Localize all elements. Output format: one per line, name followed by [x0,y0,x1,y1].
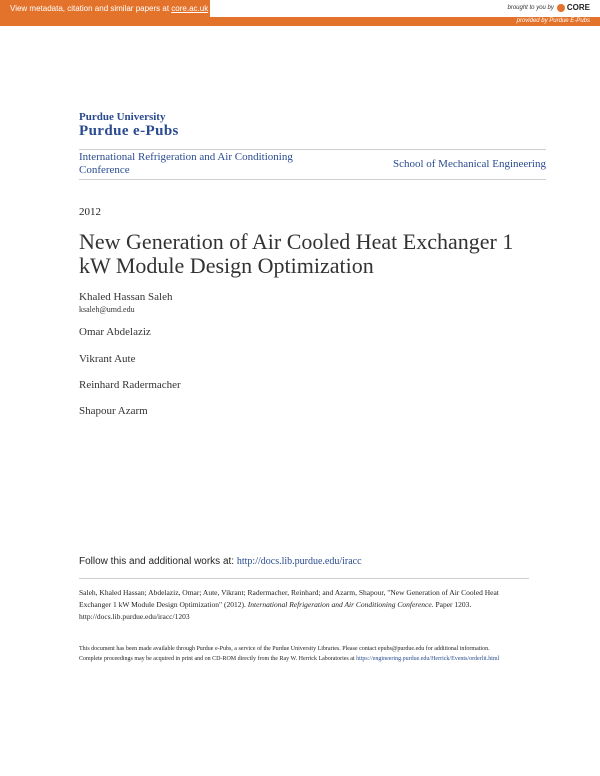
follow-line [79,556,362,567]
citation-url[interactable]: http://docs.lib.purdue.edu/iracc/1203 [79,612,190,621]
core-view-metadata[interactable] [0,0,210,17]
author-email: ksaleh@umd.edu [79,305,135,314]
core-view-text: View metadata, citation and similar papers at [10,4,172,13]
citation-authors: Saleh, Khaled Hassan; Abdelaziz, Omar; Aute, Vikrant; Radermacher, Reinhard; and Azarm, Shapour, "New Generation of Air Cooled Heat Exchanger 1 kW Module Design Optimization" (2012). [79,588,499,609]
author-name[interactable]: Khaled Hassan Saleh [79,291,173,303]
core-banner [0,0,600,17]
provided-by-strip [0,17,600,26]
school-link[interactable]: School of Mechanical Engineering [392,158,546,170]
conference-series-link[interactable]: International Refrigeration and Air Conditioning Conference [79,151,293,176]
divider-citation [79,578,529,579]
notice-line-2 [79,655,529,665]
core-brought-by[interactable] [508,3,591,12]
divider-bottom [79,179,546,180]
repository-header [79,111,179,140]
core-logo-icon [557,4,565,12]
herrick-link[interactable]: https://engineering.purdue.edu/Herrick/Events/orderlit.html [356,655,500,662]
university-name[interactable]: Purdue University [79,111,166,123]
author-name[interactable]: Reinhard Radermacher [79,379,181,391]
follow-text: Follow this and additional works at: [79,556,237,567]
citation-journal: International Refrigeration and Air Conditioning Conference. [247,600,434,609]
paper-title[interactable]: New Generation of Air Cooled Heat Exchanger 1 kW Module Design Optimization [79,229,514,278]
core-logo [557,3,590,12]
repository-name[interactable]: Purdue e-Pubs [79,123,179,139]
author-name[interactable]: Omar Abdelaziz [79,326,151,338]
notice-line-2-text: Complete proceedings may be acquired in print and on CD-ROM directly from the Ray W. Herrick Laboratories at [79,655,357,662]
core-logo-text: CORE [566,3,590,12]
citation-paper: Paper 1203. [433,600,472,609]
author-name[interactable]: Shapour Azarm [79,405,148,417]
divider-top [79,149,546,150]
notice-line-1: This document has been made available through Purdue e-Pubs, a service of the Purdue University Libraries. Please contact epubs@purdue.edu for additional information. [79,646,490,652]
core-link[interactable]: core.ac.uk [171,4,209,13]
brought-by-text: brought to you by [507,4,554,11]
follow-link[interactable]: http://docs.lib.purdue.edu/iracc [236,556,362,567]
citation-block [79,587,529,623]
publication-year: 2012 [79,206,101,218]
author-name[interactable]: Vikrant Aute [79,353,136,365]
provided-by-text: provided by Purdue E-Pubs [516,18,590,24]
notice-block [79,645,529,664]
